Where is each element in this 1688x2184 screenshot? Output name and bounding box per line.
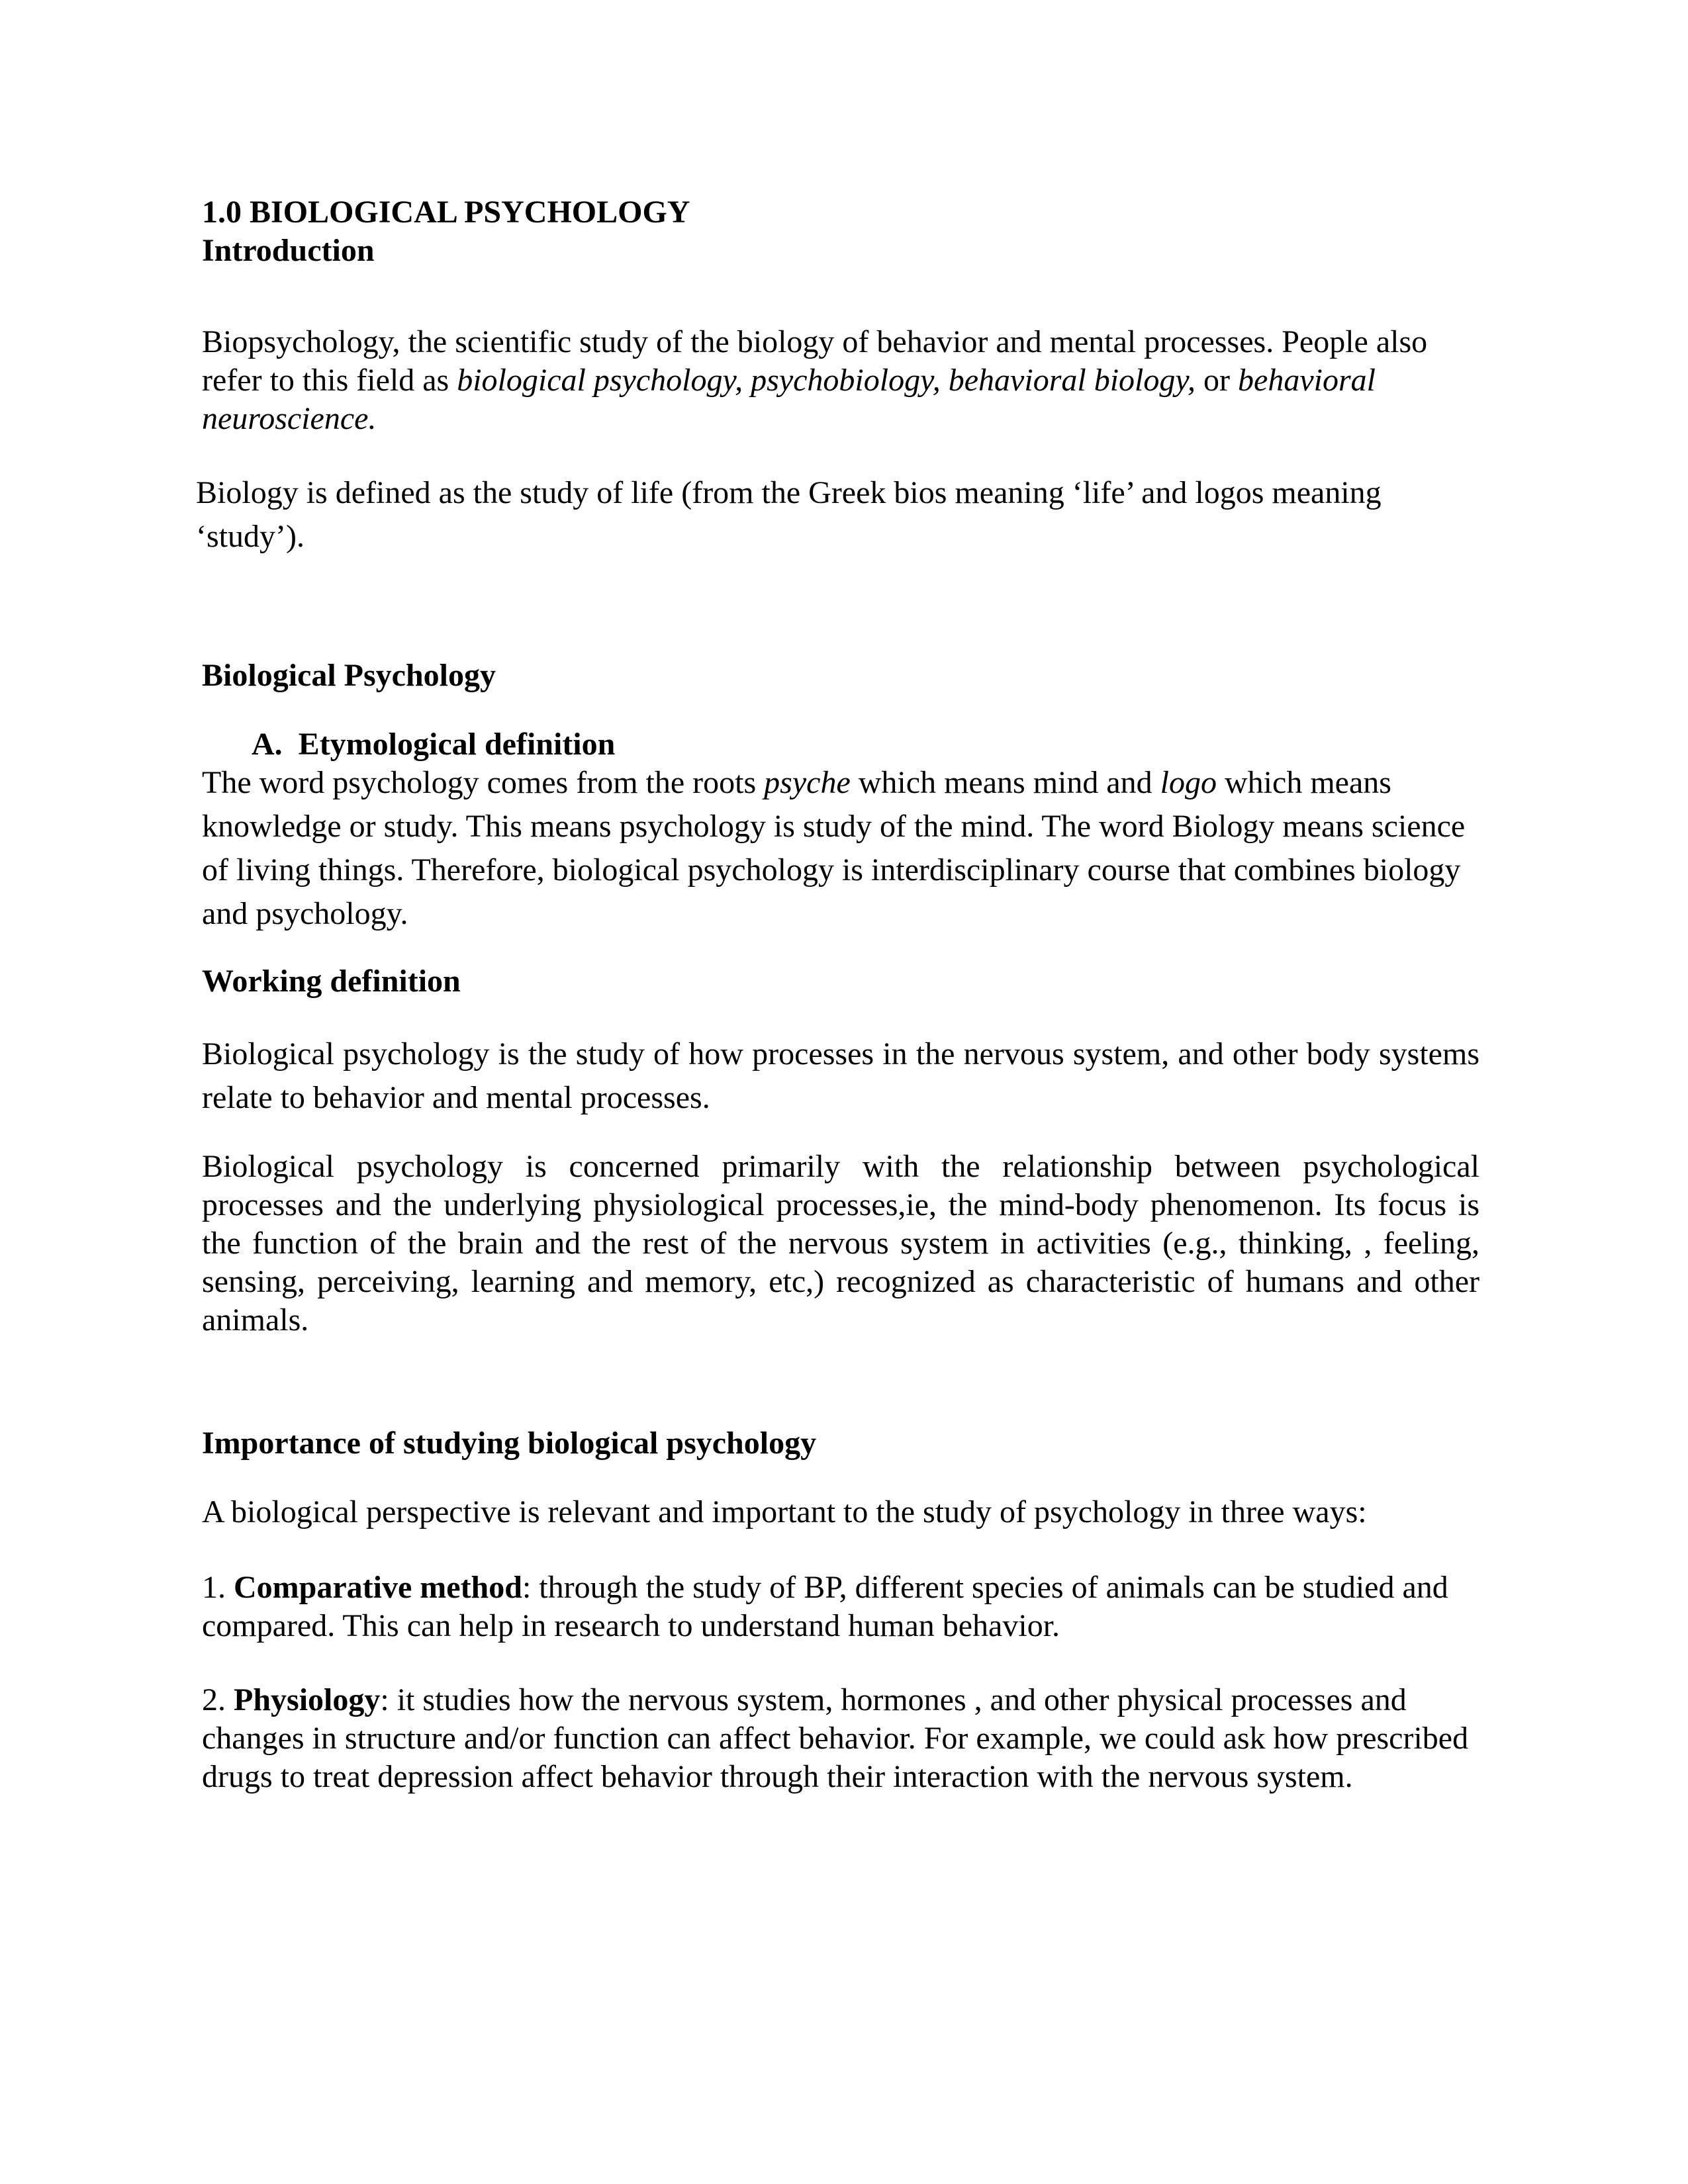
etymological-definition-heading (252, 725, 1529, 764)
mind-body-paragraph: Biological psychology is concerned primarily with the relationship between psychological processes and the underlying physiological processes,ie, the mind-body phenomenon. Its focus is the function of the brain and the rest of the nervous system in activities (e.g., thinking, , feeling, sensing, perceiving, learning and memory, etc,) recognized as characteristic of humans and other animals. (202, 1149, 1479, 1338)
list-item-physiology (202, 1681, 1479, 1796)
item-text: : through the study of BP, different species of animals can be studied and compared. This can help in research to understand human behavior. (202, 1570, 1448, 1643)
item-number: 1. (202, 1570, 234, 1605)
intro-paragraph (202, 323, 1479, 438)
importance-intro-paragraph: A biological perspective is relevant and important to the study of psychology in three ways: (202, 1494, 1367, 1529)
etymological-heading-text: Etymological definition (298, 727, 616, 762)
biology-definition-paragraph: Biology is defined as the study of life (from the Greek bios meaning ‘life’ and logos meaning ‘study’). (196, 475, 1382, 554)
intro-italic-neuroscience: behavioral neuroscience. (202, 363, 1376, 436)
document-title: 1.0 BIOLOGICAL PSYCHOLOGY (202, 195, 690, 230)
intro-text-2: or (1196, 363, 1239, 398)
etym-text-1: The word psychology comes from the roots (202, 765, 765, 800)
etym-italic-psyche: psyche (764, 765, 851, 800)
introduction-heading: Introduction (202, 233, 375, 268)
etymological-paragraph (202, 761, 1479, 936)
biological-psychology-heading: Biological Psychology (202, 658, 496, 693)
item-text: : it studies how the nervous system, hormones , and other physical processes and changes in structure and/or function can affect behavior. For example, we could ask how prescribed drugs to treat depression affect behavior through their interaction with the nervous system. (202, 1682, 1469, 1794)
item-term: Physiology (234, 1682, 381, 1717)
intro-italic-terms: biological psychology, psychobiology, behavioral biology, (457, 363, 1196, 398)
working-definition-heading: Working definition (202, 964, 461, 999)
etym-italic-logo: logo (1160, 765, 1217, 800)
etym-text-3: which means knowledge or study. This means psychology is study of the mind. The word Biology means science of living things. Therefore, biological psychology is interdisciplinary course that combines biology and psychology. (202, 765, 1466, 931)
item-number: 2. (202, 1682, 234, 1717)
etym-text-2: which means mind and (850, 765, 1160, 800)
importance-heading: Importance of studying biological psychology (202, 1426, 817, 1461)
list-item-comparative-method (202, 1569, 1479, 1645)
working-definition-paragraph: Biological psychology is the study of how processes in the nervous system, and other body systems relate to behavior and mental processes. (202, 1036, 1479, 1115)
list-marker-a: A. (252, 727, 283, 762)
item-term: Comparative method (234, 1570, 522, 1605)
intro-text-1: Biopsychology, the scientific study of the biology of behavior and mental processes. People also refer to this field as (202, 324, 1428, 398)
